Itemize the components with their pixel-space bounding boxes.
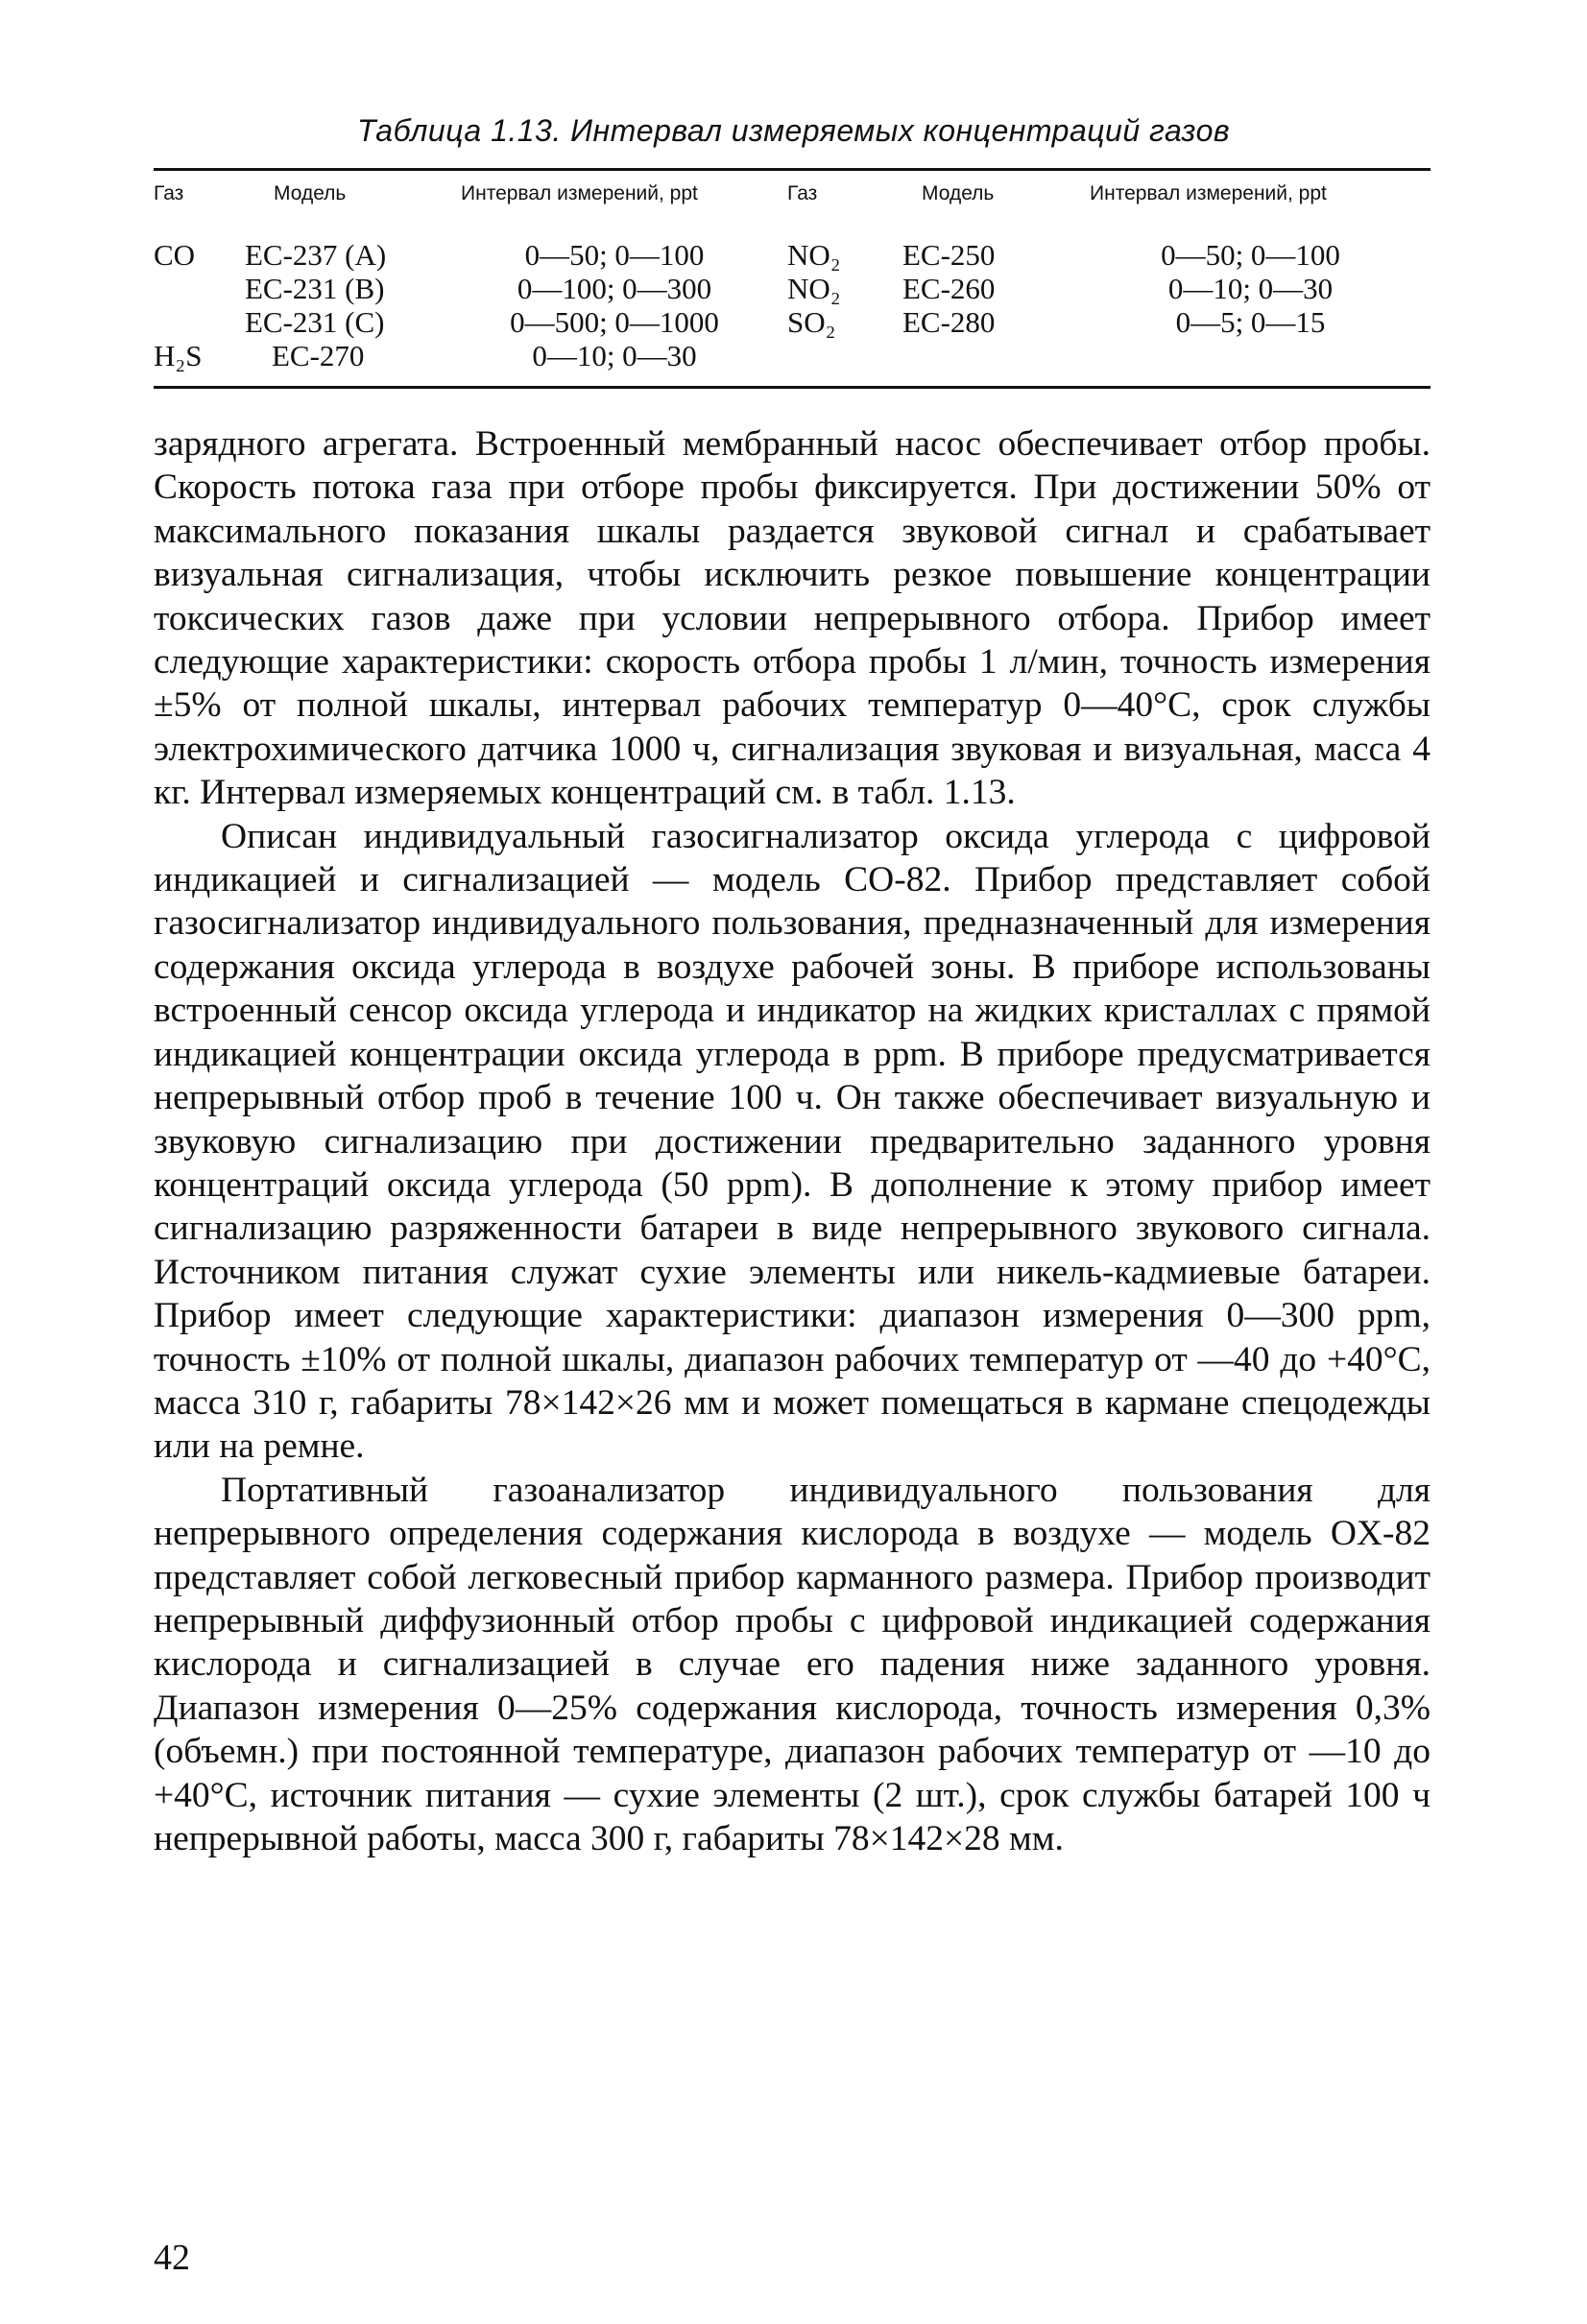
header-range: Интервал измерений, ppt <box>461 182 698 204</box>
cell-range: 0—50; 0—100 <box>524 238 705 272</box>
table-row <box>154 217 1431 272</box>
cell-gas: H₂S <box>154 339 203 372</box>
header-model-2: Модель <box>922 182 995 204</box>
cell-range-2: 0—50; 0—100 <box>1161 238 1340 272</box>
table-bottom-rule <box>154 386 1431 389</box>
cell-model: EC-270 <box>272 339 365 372</box>
body-text <box>154 422 1431 1860</box>
cell-model-2: EC-250 <box>902 238 996 272</box>
cell-model-2: EC-260 <box>902 272 996 305</box>
cell-gas <box>154 272 245 305</box>
cell-range: 0—100; 0—300 <box>517 272 712 305</box>
gas-table <box>154 171 1431 386</box>
paragraph-co82: Описан индивидуальный газосигнализатор оксида углерода с цифровой индикацией и сигнализацией — модель CO-82. Прибор представляет собой газосигнализатор индивидуального пользования, предназначенный для измерения содержания оксида углерода в воздухе рабочей зоны. В приборе использованы встроенный сенсор оксида углерода и индикатор на жидких кристаллах с прямой индикацией концентрации оксида углерода в ppm. В приборе предусматривается непрерывный отбор проб в течение 100 ч. Он также обеспечивает визуальную и звуковую сигнализацию при достижении предварительно заданного уровня концентраций оксида углерода (50 ppm). В дополнение к этому прибор имеет сигнализацию разряженности батареи в виде непрерывного звукового сигнала. Источником питания служат сухие элементы или никель-кадмиевые батареи. Прибор имеет следующие характеристики: диапазон измерения 0—300 ppm, точность ±10% от полной шкалы, диапазон рабочих температур от —40 до +40°C, масса 310 г, габариты 78×142×26 мм и может помещаться в кармане спецодежды или на ремне. <box>154 816 1431 1467</box>
cell-gas: CO <box>154 238 196 272</box>
gas-table-block <box>154 168 1431 389</box>
header-gas: Газ <box>154 182 184 204</box>
cell-gas-2: NO₂ <box>787 272 841 305</box>
cell-gas <box>154 305 245 339</box>
cell-range-2: 0—10; 0—30 <box>1167 272 1334 305</box>
table-caption: Таблица 1.13. Интервал измеряемых концентраций газов <box>356 113 1231 148</box>
cell-gas-2: SO₂ <box>787 305 836 339</box>
cell-model-2: EC-280 <box>902 305 996 339</box>
cell-range-2 <box>1070 339 1431 386</box>
cell-range-2: 0—5; 0—15 <box>1175 305 1326 339</box>
cell-range: 0—500; 0—1000 <box>510 305 719 339</box>
paragraph-continuation: зарядного агрегата. Встроенный мембранный насос обеспечивает отбор пробы. Скорость потока газа при отборе пробы фиксируется. При достижении 50% от максимального показания шкалы раздается звуковой сигнал и срабатывает визуальная сигнализация, чтобы исключить резкое повышение концентрации токсических газов даже при условии непрерывного отбора. Прибор имеет следующие характеристики: скорость отбора пробы 1 л/мин, точность измерения ±5% от полной шкалы, интервал рабочих температур 0—40°C, срок службы электрохимического датчика 1000 ч, сигнализация звуковая и визуальная, масса 4 кг. Интервал измеряемых концентраций см. в табл. 1.13. <box>154 424 1431 813</box>
header-range-2: Интервал измерений, ppt <box>1090 182 1327 204</box>
table-row <box>154 339 1431 386</box>
header-model: Модель <box>274 182 347 204</box>
cell-model: EC-231 (B) <box>245 272 385 305</box>
paragraph-ox82: Портативный газоанализатор индивидуального пользования для непрерывного определения содержания кислорода в воздухе — модель OX-82 представляет собой легковесный прибор карманного размера. Прибор производит непрерывный диффузионный отбор пробы с цифровой индикацией содержания кислорода и сигнализацией в случае его падения ниже заданного уровня. Диапазон измерения 0—25% содержания кислорода, точность измерения 0,3% (объемн.) при постоянной температуре, диапазон рабочих температур от —10 до +40°C, источник питания — сухие элементы (2 шт.), срок службы батарей 100 ч непрерывной работы, масса 300 г, габариты 78×142×28 мм. <box>154 1470 1431 1858</box>
cell-model: EC-231 (C) <box>245 305 385 339</box>
cell-gas-2 <box>787 339 902 386</box>
cell-model: EC-237 (A) <box>245 238 387 272</box>
cell-range: 0—10; 0—30 <box>532 339 697 372</box>
cell-gas-2: NO₂ <box>787 238 841 272</box>
header-gas-2: Газ <box>787 182 818 204</box>
page-number: 42 <box>154 2238 190 2278</box>
table-header-row <box>154 171 1431 217</box>
table-row <box>154 305 1431 339</box>
cell-model-2 <box>902 339 1070 386</box>
table-row <box>154 272 1431 305</box>
